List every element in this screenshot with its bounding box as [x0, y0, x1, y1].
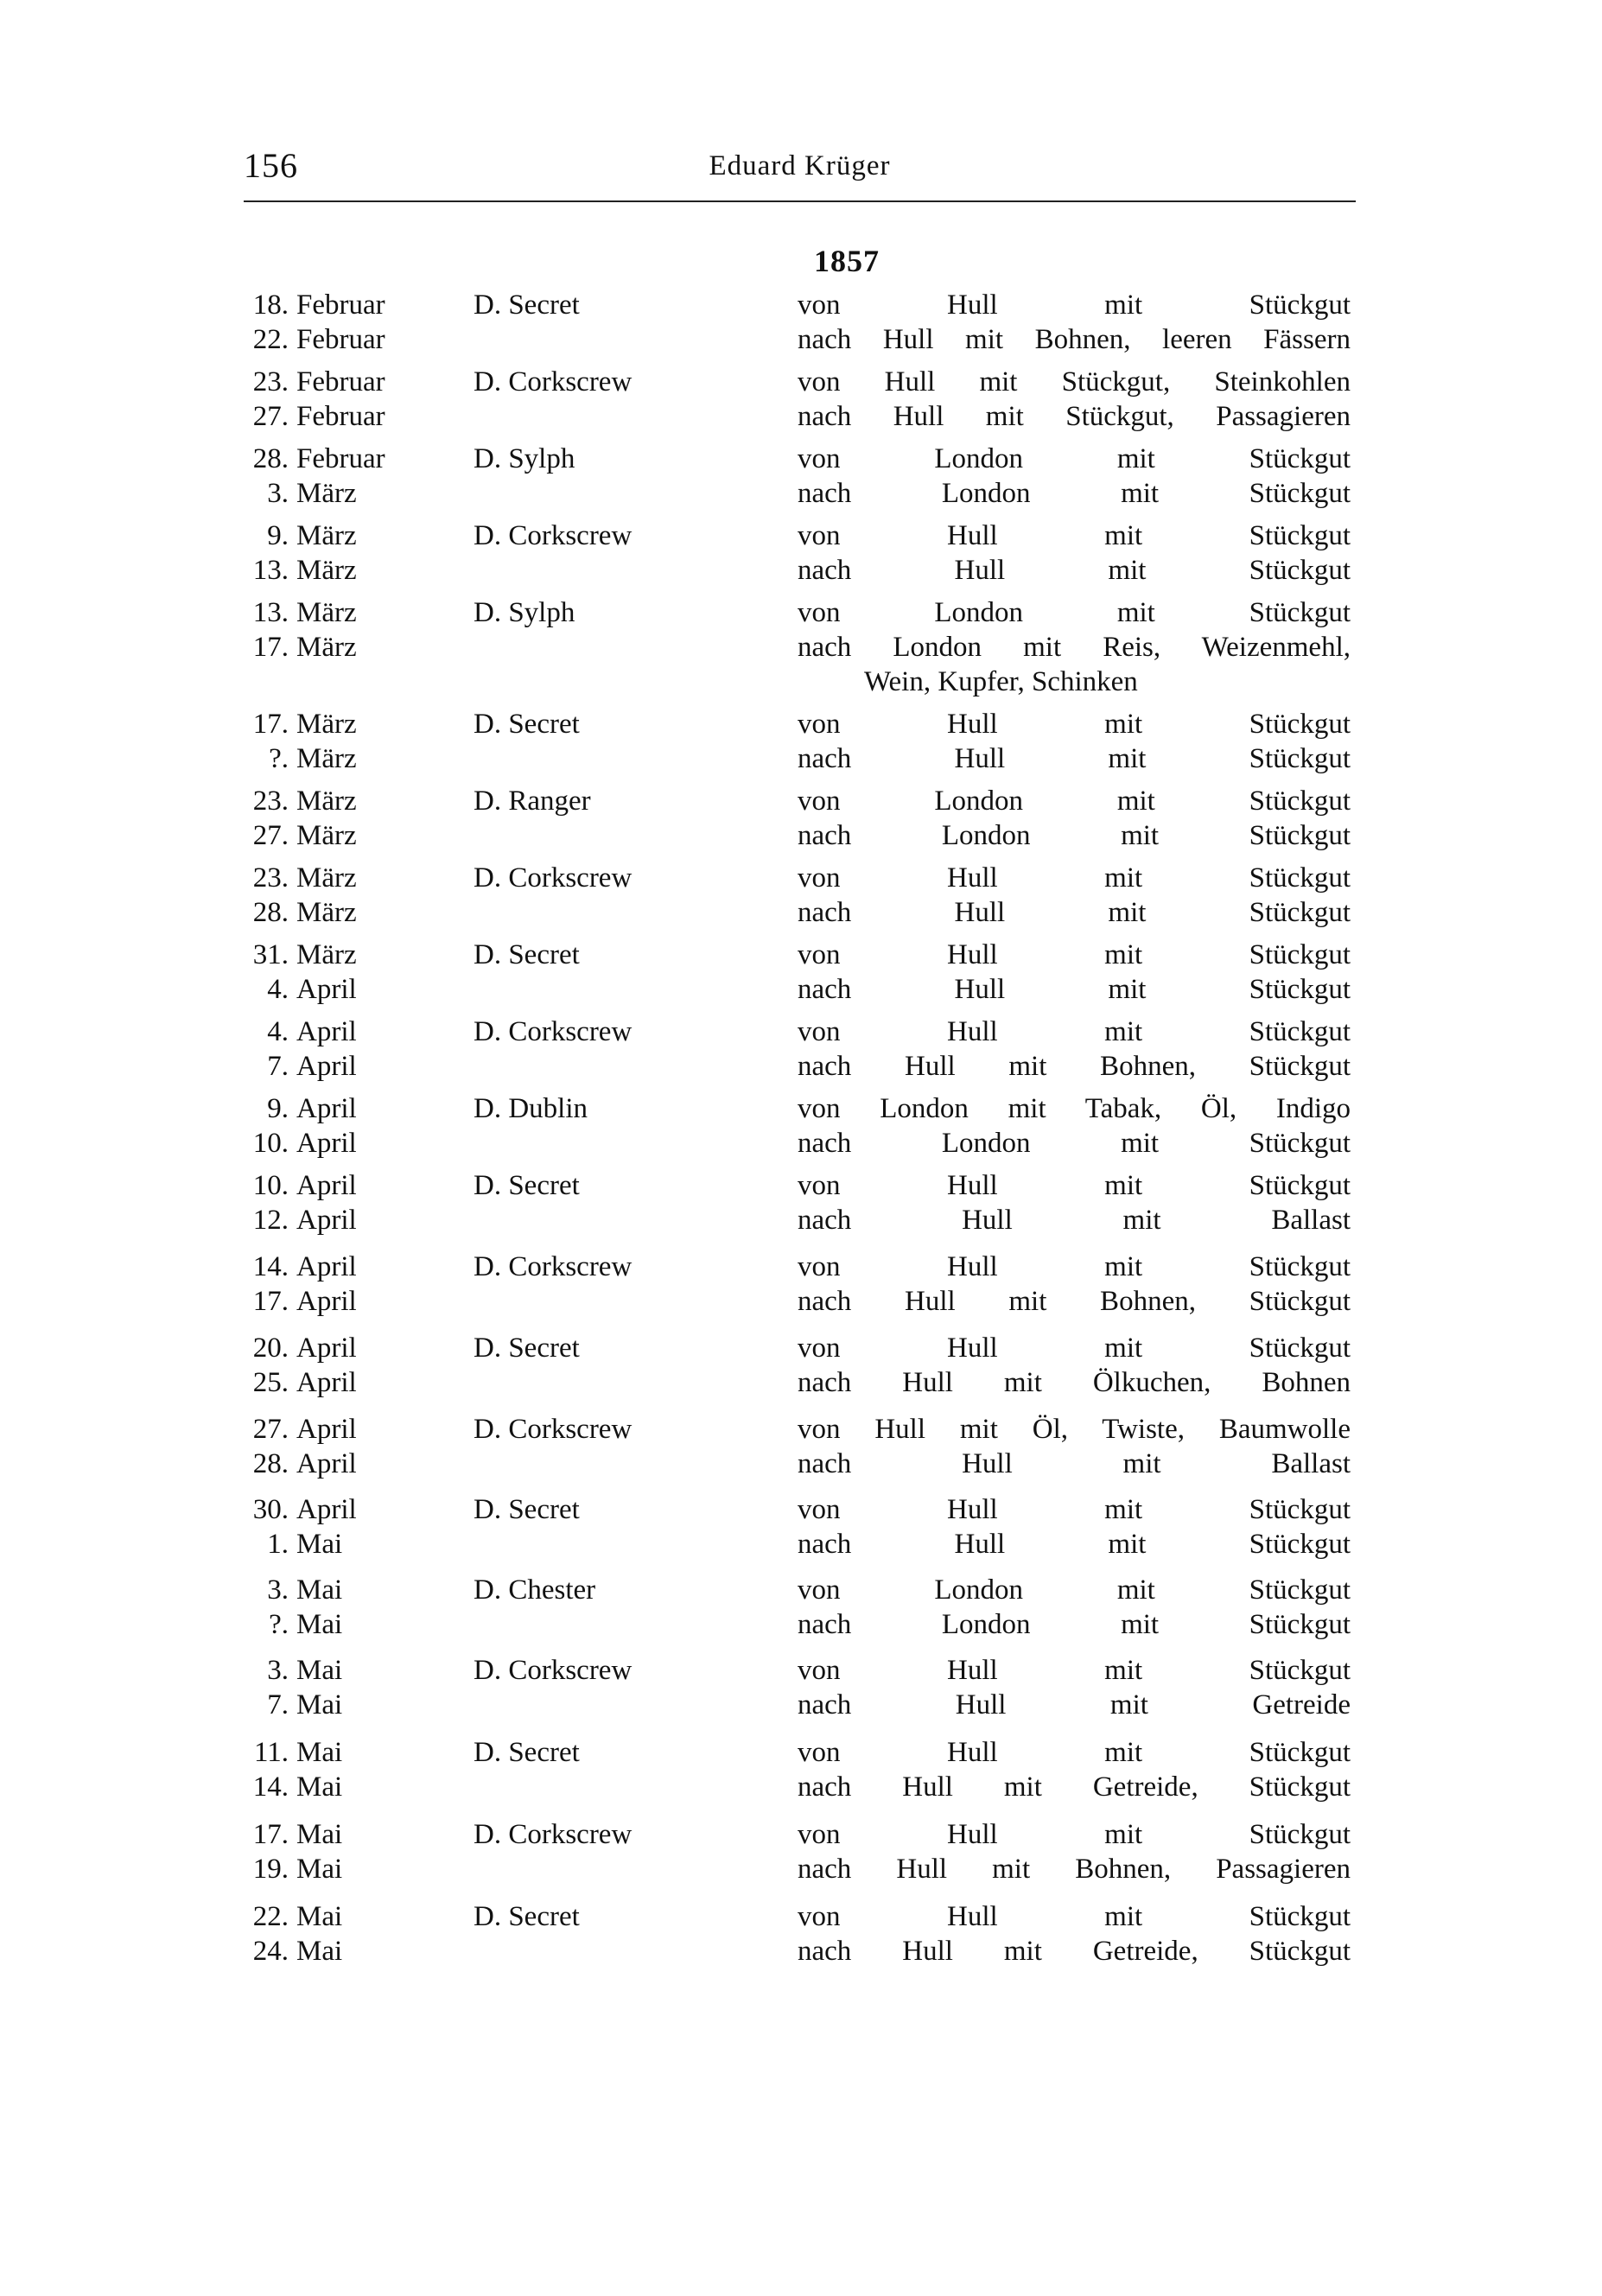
date-month: Februar: [296, 289, 385, 321]
date-day: 7.: [267, 1689, 289, 1720]
date-day: 10.: [252, 1128, 289, 1159]
ship-name: D. Sylph: [474, 597, 575, 628]
date-month: April: [296, 1448, 357, 1479]
date-day: 17.: [252, 1819, 289, 1850]
date-day: 17.: [252, 709, 289, 740]
entry-date: [244, 1573, 399, 1607]
date-day: 28.: [252, 897, 289, 928]
date-day: 14.: [252, 1771, 289, 1803]
entry-date: [244, 399, 399, 434]
date-day: 25.: [252, 1367, 289, 1398]
entry-date: [244, 1250, 399, 1284]
date-month: Februar: [296, 366, 385, 398]
date-month: April: [296, 1332, 357, 1364]
entry-date: [244, 442, 399, 476]
date-month: Mai: [296, 1819, 343, 1850]
running-title: Eduard Krüger: [709, 150, 891, 181]
date-day: 23.: [252, 862, 289, 894]
route-text: nach Hull mit Getreide, Stückgut: [798, 1771, 1351, 1803]
route-text: nach Hull mit Bohnen, leeren Fässern: [798, 324, 1351, 355]
route-text: nach Hull mit Stückgut: [798, 555, 1351, 586]
date-day: 3.: [267, 478, 289, 509]
ship-name: D. Secret: [474, 709, 580, 740]
date-month: Mai: [296, 1609, 343, 1640]
date-day: 30.: [252, 1494, 289, 1525]
ship-name: D. Secret: [474, 1494, 580, 1525]
date-month: April: [296, 1251, 357, 1282]
date-month: Februar: [296, 443, 385, 474]
date-day: 24.: [252, 1936, 289, 1967]
entry-date: [244, 861, 399, 895]
entry-date: [244, 595, 399, 630]
page-header: [244, 145, 1356, 197]
route-text: von London mit Stückgut: [798, 785, 1351, 817]
route-text: nach Hull mit Getreide: [798, 1689, 1351, 1720]
date-month: Mai: [296, 1529, 343, 1560]
entry-date: [244, 1934, 399, 1968]
route-text: von Hull mit Stückgut: [798, 1016, 1351, 1047]
ship-name: D. Secret: [474, 939, 580, 970]
date-month: Mai: [296, 1901, 343, 1932]
date-month: März: [296, 862, 357, 894]
date-day: 23.: [252, 785, 289, 817]
route-text: nach Hull mit Bohnen, Passagieren: [798, 1854, 1351, 1885]
date-month: März: [296, 555, 357, 586]
date-day: 27.: [252, 820, 289, 851]
entry-date: [244, 1852, 399, 1886]
entry-date: [244, 365, 399, 399]
date-day: 28.: [252, 443, 289, 474]
date-day: 4.: [267, 1016, 289, 1047]
entry-date: [244, 322, 399, 357]
entry-date: [244, 895, 399, 930]
page-number: 156: [244, 146, 298, 185]
route-text: von London mit Tabak, Öl, Indigo: [798, 1093, 1351, 1124]
ship-name: D. Corkscrew: [474, 366, 633, 398]
entry-date: [244, 784, 399, 818]
route-text: nach Hull mit Bohnen, Stückgut: [798, 1286, 1351, 1317]
route-text: von Hull mit Stückgut: [798, 1655, 1351, 1686]
entry-date: [244, 1331, 399, 1365]
date-month: Mai: [296, 1574, 343, 1606]
date-month: Februar: [296, 324, 385, 355]
route-text: von Hull mit Stückgut: [798, 289, 1351, 321]
route-text: von London mit Stückgut: [798, 443, 1351, 474]
date-day: 11.: [253, 1737, 289, 1768]
date-day: 14.: [252, 1251, 289, 1282]
date-day: 27.: [252, 401, 289, 432]
date-month: April: [296, 1414, 357, 1445]
date-month: April: [296, 1170, 357, 1201]
date-day: 13.: [252, 597, 289, 628]
entry-date: [244, 1168, 399, 1203]
route-text: von Hull mit Stückgut: [798, 1901, 1351, 1932]
date-month: März: [296, 743, 357, 774]
entry-date: [244, 630, 399, 665]
header-rule: [244, 200, 1356, 202]
date-day: 22.: [252, 1901, 289, 1932]
route-text: von Hull mit Stückgut: [798, 1737, 1351, 1768]
entry-date: [244, 1607, 399, 1642]
ship-name: D. Corkscrew: [474, 1655, 633, 1686]
ship-name: D. Ranger: [474, 785, 591, 817]
entry-date: [244, 1091, 399, 1126]
date-day: 22.: [252, 324, 289, 355]
date-day: 20.: [252, 1332, 289, 1364]
date-month: April: [296, 1016, 357, 1047]
ship-name: D. Secret: [474, 1170, 580, 1201]
date-day: 17.: [252, 632, 289, 663]
ship-name: D. Secret: [474, 1332, 580, 1364]
entry-date: [244, 553, 399, 588]
date-day: 1.: [267, 1529, 289, 1560]
entry-date: [244, 818, 399, 853]
date-day: 17.: [252, 1286, 289, 1317]
date-day: 7.: [267, 1051, 289, 1082]
date-month: März: [296, 520, 357, 551]
date-day: 12.: [252, 1205, 289, 1236]
date-month: April: [296, 1205, 357, 1236]
ship-name: D. Corkscrew: [474, 1251, 633, 1282]
entry-date: [244, 707, 399, 741]
date-month: April: [296, 1286, 357, 1317]
route-text: von London mit Stückgut: [798, 1574, 1351, 1606]
route-text: nach Hull mit Getreide, Stückgut: [798, 1936, 1351, 1967]
ship-name: D. Secret: [474, 1737, 580, 1768]
route-text: von Hull mit Stückgut: [798, 1494, 1351, 1525]
date-day: 4.: [267, 974, 289, 1005]
date-month: April: [296, 1093, 357, 1124]
ship-name: D. Corkscrew: [474, 520, 633, 551]
route-text: nach Hull mit Stückgut: [798, 897, 1351, 928]
ship-name: D. Corkscrew: [474, 1016, 633, 1047]
date-day: ?.: [269, 743, 289, 774]
date-day: 18.: [252, 289, 289, 321]
date-day: 27.: [252, 1414, 289, 1445]
entry-date: [244, 1126, 399, 1161]
route-text: von Hull mit Stückgut: [798, 1170, 1351, 1201]
date-month: April: [296, 1128, 357, 1159]
route-text: von Hull mit Stückgut, Steinkohlen: [798, 366, 1351, 398]
date-month: April: [296, 1051, 357, 1082]
date-month: Mai: [296, 1737, 343, 1768]
date-month: März: [296, 939, 357, 970]
route-text: nach Hull mit Bohnen, Stückgut: [798, 1051, 1351, 1082]
entry-date: [244, 1899, 399, 1934]
date-month: März: [296, 597, 357, 628]
route-text: nach Hull mit Stückgut: [798, 743, 1351, 774]
date-day: ?.: [269, 1609, 289, 1640]
entry-date: [244, 476, 399, 511]
entry-date: [244, 1412, 399, 1447]
ship-name: D. Sylph: [474, 443, 575, 474]
date-day: 31.: [252, 939, 289, 970]
date-day: 13.: [252, 555, 289, 586]
year-heading: 1857: [814, 244, 880, 278]
ship-name: D. Chester: [474, 1574, 596, 1606]
date-month: März: [296, 709, 357, 740]
date-day: 28.: [252, 1448, 289, 1479]
route-text: von Hull mit Stückgut: [798, 1332, 1351, 1364]
entry-date: [244, 1770, 399, 1804]
entry-date: [244, 1447, 399, 1481]
route-continuation: Wein, Kupfer, Schinken: [864, 666, 1138, 697]
date-month: März: [296, 478, 357, 509]
route-text: nach Hull mit Ballast: [798, 1448, 1351, 1479]
entry-date: [244, 741, 399, 776]
ship-name: D. Secret: [474, 1901, 580, 1932]
entry-date: [244, 972, 399, 1007]
entry-date: [244, 1492, 399, 1527]
route-text: nach London mit Stückgut: [798, 820, 1351, 851]
date-month: April: [296, 1494, 357, 1525]
route-text: nach London mit Stückgut: [798, 1128, 1351, 1159]
date-day: 3.: [267, 1574, 289, 1606]
route-text: nach Hull mit Stückgut: [798, 1529, 1351, 1560]
date-month: Februar: [296, 401, 385, 432]
entry-date: [244, 1817, 399, 1852]
ship-name: D. Corkscrew: [474, 862, 633, 894]
date-month: Mai: [296, 1771, 343, 1803]
date-month: März: [296, 897, 357, 928]
date-month: Mai: [296, 1655, 343, 1686]
entry-date: [244, 518, 399, 553]
entry-date: [244, 938, 399, 972]
route-text: von Hull mit Stückgut: [798, 939, 1351, 970]
route-text: von Hull mit Stückgut: [798, 709, 1351, 740]
date-day: 19.: [252, 1854, 289, 1885]
ship-name: D. Corkscrew: [474, 1414, 633, 1445]
date-day: 3.: [267, 1655, 289, 1686]
ship-name: D. Corkscrew: [474, 1819, 633, 1850]
route-text: von London mit Stückgut: [798, 597, 1351, 628]
entry-date: [244, 1735, 399, 1770]
route-text: nach London mit Stückgut: [798, 1609, 1351, 1640]
route-text: von Hull mit Stückgut: [798, 1251, 1351, 1282]
date-month: März: [296, 820, 357, 851]
entry-date: [244, 1653, 399, 1688]
date-day: 23.: [252, 366, 289, 398]
date-month: April: [296, 1367, 357, 1398]
route-text: von Hull mit Öl, Twiste, Baumwolle: [798, 1414, 1351, 1445]
date-month: April: [296, 974, 357, 1005]
date-day: 9.: [267, 1093, 289, 1124]
date-day: 9.: [267, 520, 289, 551]
entry-date: [244, 1049, 399, 1084]
date-month: Mai: [296, 1689, 343, 1720]
entry-date: [244, 1014, 399, 1049]
entry-date: [244, 1203, 399, 1237]
date-day: 10.: [252, 1170, 289, 1201]
entry-date: [244, 1527, 399, 1561]
ship-name: D. Dublin: [474, 1093, 588, 1124]
route-text: nach Hull mit Stückgut: [798, 974, 1351, 1005]
entry-date: [244, 1688, 399, 1722]
route-text: nach Hull mit Stückgut, Passagieren: [798, 401, 1351, 432]
route-text: nach Hull mit Ballast: [798, 1205, 1351, 1236]
route-text: von Hull mit Stückgut: [798, 1819, 1351, 1850]
route-text: nach London mit Stückgut: [798, 478, 1351, 509]
date-month: Mai: [296, 1854, 343, 1885]
route-text: nach Hull mit Ölkuchen, Bohnen: [798, 1367, 1351, 1398]
entry-date: [244, 1284, 399, 1319]
ship-name: D. Secret: [474, 289, 580, 321]
date-month: März: [296, 632, 357, 663]
date-month: Mai: [296, 1936, 343, 1967]
route-text: von Hull mit Stückgut: [798, 862, 1351, 894]
route-text: von Hull mit Stückgut: [798, 520, 1351, 551]
route-text: nach London mit Reis, Weizenmehl,: [798, 632, 1351, 663]
entry-date: [244, 1365, 399, 1400]
entry-date: [244, 288, 399, 322]
date-month: März: [296, 785, 357, 817]
